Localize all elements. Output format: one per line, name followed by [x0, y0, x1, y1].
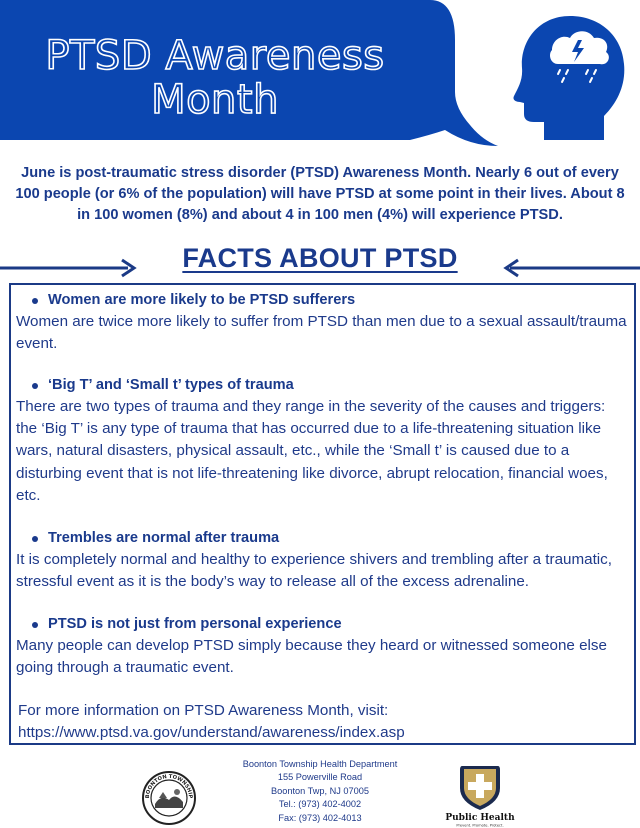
city-state-zip: Boonton Twp, NJ 07005	[271, 785, 369, 796]
facts-heading: FACTS ABOUT PTSD	[182, 243, 458, 273]
fact-heading: Women are more likely to be PTSD sufferers	[32, 290, 628, 311]
svg-text:Prevent. Promote. Protect.: Prevent. Promote. Protect.	[456, 823, 504, 828]
title-line-2: Month	[151, 77, 279, 123]
page-title	[0, 34, 430, 122]
fact-heading: Trembles are normal after trauma	[32, 528, 628, 549]
fact-heading: PTSD is not just from personal experience	[32, 614, 628, 635]
svg-text:BOONTON TOWNSHIP: BOONTON TOWNSHIP	[144, 773, 194, 799]
fact-item	[18, 614, 628, 679]
more-info-url[interactable]: https://www.ptsd.va.gov/understand/awareness/index.asp	[18, 724, 405, 742]
public-health-logo	[440, 762, 520, 828]
svg-text:Public Health: Public Health	[445, 813, 515, 823]
head-with-storm-cloud-icon	[508, 6, 632, 146]
department-name: Boonton Township Health Department	[242, 759, 398, 769]
right-arrow-icon	[0, 260, 134, 276]
more-info	[18, 700, 618, 744]
fact-item	[18, 375, 628, 507]
intro-paragraph: June is post-traumatic stress disorder (PTSD) Awareness Month. Nearly 6 out of every 100 people (or 6% of the population) will have PTSD at some point in their lives. About 8 in 100 women (8%) and about 4 in 100 men (4%) will experience PTSD.	[15, 165, 625, 223]
fact-heading: ‘Big T’ and ‘Small t’ types of trauma	[32, 375, 628, 396]
fact-item	[18, 290, 628, 355]
left-arrow-icon	[506, 260, 640, 276]
address-block	[220, 758, 420, 825]
township-seal	[141, 770, 197, 826]
fact-body: Women are twice more likely to suffer from PTSD than men due to a sexual assault/trauma event.	[16, 313, 627, 353]
fact-body: There are two types of trauma and they range in the severity of the causes and triggers: the ‘Big T’ is any type of trauma that has occurred due to a life-threatening situation like wars, natural disasters, physical assault, etc., while the ‘Small t’ is caused due to a disturbing event that is not life-threatening like divorce, abrupt relocation, financial woes, etc.	[16, 398, 608, 504]
telephone: Tel.: (973) 402-4002	[278, 799, 362, 810]
fax: Fax: (973) 402-4013	[278, 812, 362, 823]
more-info-label: For more information on PTSD Awareness Month, visit:	[18, 702, 389, 719]
fact-body: Many people can develop PTSD simply because they heard or witnessed someone else going through a traumatic event.	[16, 637, 607, 677]
street-address: 155 Powerville Road	[277, 772, 363, 783]
fact-item	[18, 528, 628, 593]
title-line-1: PTSD Awareness	[45, 33, 385, 79]
fact-body: It is completely normal and healthy to experience shivers and trembling after a traumatic, stressful event as it is the body’s way to release all of the excess adrenaline.	[16, 551, 612, 591]
